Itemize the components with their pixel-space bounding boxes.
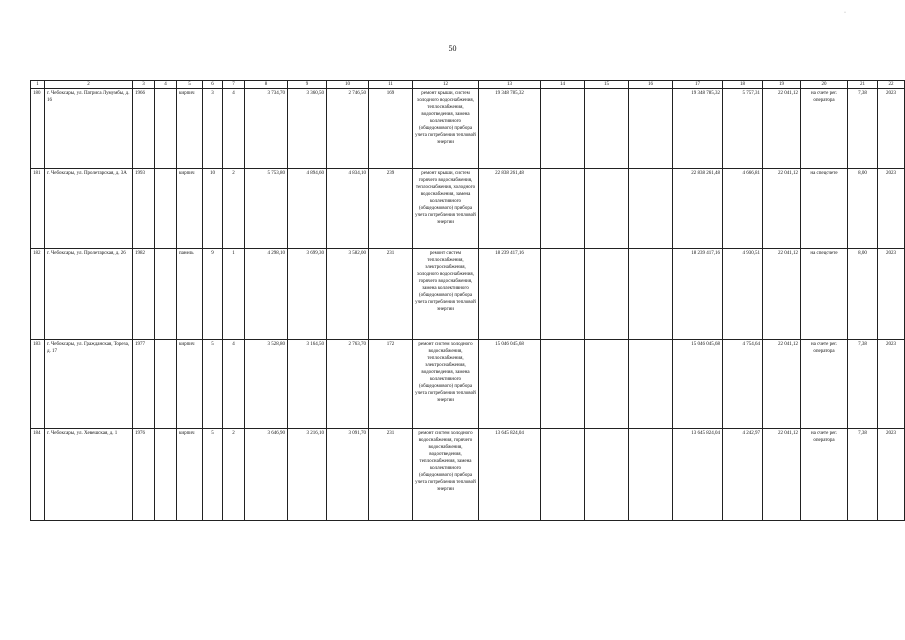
empty-cell [541,89,585,169]
contribution-cell: 7,38 [848,340,878,429]
total-area-cell: 3 528,80 [245,340,288,429]
cost-per-m2-cell: 5 757,31 [723,89,763,169]
empty-cell [585,89,629,169]
entrances-cell: 2 [223,169,245,249]
empty-cell [541,429,585,521]
empty-cell [585,169,629,249]
column-number: 15 [585,81,629,89]
empty-cell [155,429,177,521]
repair-program-table [30,80,905,521]
entrances-cell: 2 [223,429,245,521]
empty-cell [585,429,629,521]
column-number: 8 [245,81,288,89]
owners-cost-cell: 15 046 045,68 [673,340,723,429]
column-number: 19 [763,81,801,89]
table-row [31,89,905,169]
row-number: 181 [31,169,45,249]
works-cell: ремонт систем холодного водоснабжения, горячего водоснабжения, водоотведения, теплоснабжения, замена коллективного (общедомового) прибора учета потребления тепловой энергии [413,429,479,521]
column-number: 9 [288,81,327,89]
fund-method-cell: на спецсчете [801,169,848,249]
column-number: 21 [848,81,878,89]
wall-material-cell: кирпич [177,340,203,429]
owned-area-cell: 2 763,70 [327,340,369,429]
scan-speck: · [844,10,846,16]
works-cell: ремонт крыши, систем холодного водоснабжения, теплоснабжения, водоотведения, замена коллективного (общедомового) прибора учета потребления тепловой энергии [413,89,479,169]
address-cell: г. Чебоксары, ул. Пролетарская, д. 26 [45,249,133,340]
wall-material-cell: кирпич [177,429,203,521]
fund-method-cell: на счете рег. оператора [801,89,848,169]
residents-cell: 169 [369,89,413,169]
row-number: 180 [31,89,45,169]
total-area-cell: 3 646,90 [245,429,288,521]
empty-cell [155,169,177,249]
entrances-cell: 4 [223,340,245,429]
owners-cost-cell: 19 348 785,32 [673,89,723,169]
empty-cell [629,249,673,340]
floors-cell: 5 [203,429,223,521]
column-number: 17 [673,81,723,89]
empty-cell [155,249,177,340]
empty-cell [155,340,177,429]
contribution-cell: 8,00 [848,169,878,249]
year-built-cell: 1977 [133,340,155,429]
column-number: 20 [801,81,848,89]
column-number: 13 [479,81,541,89]
empty-cell [155,89,177,169]
total-area-cell: 3 734,70 [245,89,288,169]
wall-material-cell: кирпич [177,169,203,249]
owners-cost-cell: 18 239 417,16 [673,249,723,340]
residents-cell: 239 [369,169,413,249]
address-cell: г. Чебоксары, ул. Хевешская, д. 1 [45,429,133,521]
empty-cell [541,340,585,429]
floors-cell: 10 [203,169,223,249]
living-area-cell: 3 360,50 [288,89,327,169]
residents-cell: 172 [369,340,413,429]
empty-cell [541,249,585,340]
living-area-cell: 3 216,10 [288,429,327,521]
floors-cell: 9 [203,249,223,340]
floors-cell: 3 [203,89,223,169]
row-number: 184 [31,429,45,521]
entrances-cell: 1 [223,249,245,340]
column-number: 12 [413,81,479,89]
plan-year-cell: 2023 [878,249,905,340]
table-row [31,429,905,521]
year-built-cell: 1993 [133,169,155,249]
fund-method-cell: на счете рег. оператора [801,429,848,521]
owners-cost-cell: 13 645 824,04 [673,429,723,521]
plan-year-cell: 2023 [878,340,905,429]
total-cost-cell: 18 239 417,16 [479,249,541,340]
column-number: 7 [223,81,245,89]
residents-cell: 231 [369,429,413,521]
empty-cell [585,340,629,429]
plan-year-cell: 2023 [878,429,905,521]
wall-material-cell: панель [177,249,203,340]
column-number: 6 [203,81,223,89]
table-row [31,169,905,249]
empty-cell [585,249,629,340]
fund-method-cell: на спецсчете [801,249,848,340]
cost-limit-cell: 22 041,12 [763,249,801,340]
column-number: 5 [177,81,203,89]
cost-per-m2-cell: 4 754,64 [723,340,763,429]
empty-cell [629,169,673,249]
year-built-cell: 1976 [133,429,155,521]
works-cell: ремонт крыши, систем горячего водоснабжения, теплоснабжения, холодного водоснабжения, замена коллективного (общедомового) прибора учета потребления тепловой энергии [413,169,479,249]
cost-limit-cell: 22 041,12 [763,89,801,169]
column-number: 4 [155,81,177,89]
owners-cost-cell: 22 838 261,48 [673,169,723,249]
residents-cell: 231 [369,249,413,340]
row-number: 182 [31,249,45,340]
cost-limit-cell: 22 041,12 [763,429,801,521]
cost-limit-cell: 22 041,12 [763,340,801,429]
owned-area-cell: 2 746,50 [327,89,369,169]
contribution-cell: 7,38 [848,89,878,169]
table-row [31,249,905,340]
fund-method-cell: на счете рег. оператора [801,340,848,429]
works-cell: ремонт систем холодного водоснабжения, теплоснабжения, электроснабжения, водоотведения, замена коллективного (общедомового) прибора учета потребления тепловой энергии [413,340,479,429]
cost-per-m2-cell: 4 930,51 [723,249,763,340]
year-built-cell: 1966 [133,89,155,169]
works-cell: ремонт систем теплоснабжения, электроснабжения, холодного водоснабжения, горячего водоснабжения, замена коллективного (общедомового) прибора учета потребления тепловой энергии [413,249,479,340]
cost-limit-cell: 22 041,12 [763,169,801,249]
empty-cell [629,429,673,521]
owned-area-cell: 3 582,00 [327,249,369,340]
living-area-cell: 3 164,50 [288,340,327,429]
entrances-cell: 4 [223,89,245,169]
column-number: 16 [629,81,673,89]
column-number: 22 [878,81,905,89]
cost-per-m2-cell: 4 242,97 [723,429,763,521]
column-number-row [31,81,905,89]
living-area-cell: 4 894,60 [288,169,327,249]
total-area-cell: 5 753,80 [245,169,288,249]
row-number: 183 [31,340,45,429]
empty-cell [629,340,673,429]
plan-year-cell: 2023 [878,89,905,169]
wall-material-cell: кирпич [177,89,203,169]
page-number: 50 [448,44,457,53]
floors-cell: 5 [203,340,223,429]
owned-area-cell: 3 091,70 [327,429,369,521]
year-built-cell: 1982 [133,249,155,340]
column-number: 3 [133,81,155,89]
cost-per-m2-cell: 4 666,81 [723,169,763,249]
total-area-cell: 4 298,10 [245,249,288,340]
total-cost-cell: 19 348 785,32 [479,89,541,169]
total-cost-cell: 13 645 824,04 [479,429,541,521]
total-cost-cell: 22 838 261,48 [479,169,541,249]
empty-cell [541,169,585,249]
plan-year-cell: 2023 [878,169,905,249]
column-number: 18 [723,81,763,89]
owned-area-cell: 4 834,10 [327,169,369,249]
total-cost-cell: 15 046 045,68 [479,340,541,429]
contribution-cell: 7,38 [848,429,878,521]
living-area-cell: 3 699,30 [288,249,327,340]
column-number: 11 [369,81,413,89]
table-row [31,340,905,429]
column-number: 1 [31,81,45,89]
address-cell: г. Чебоксары, ул. Патриса Лумумбы, д. 16 [45,89,133,169]
address-cell: г. Чебоксары, ул. Пролетарская, д. 3А [45,169,133,249]
contribution-cell: 8,00 [848,249,878,340]
address-cell: г. Чебоксары, ул. Гражданская, Тореза, д. 17 [45,340,133,429]
column-number: 10 [327,81,369,89]
column-number: 14 [541,81,585,89]
empty-cell [629,89,673,169]
column-number: 2 [45,81,133,89]
